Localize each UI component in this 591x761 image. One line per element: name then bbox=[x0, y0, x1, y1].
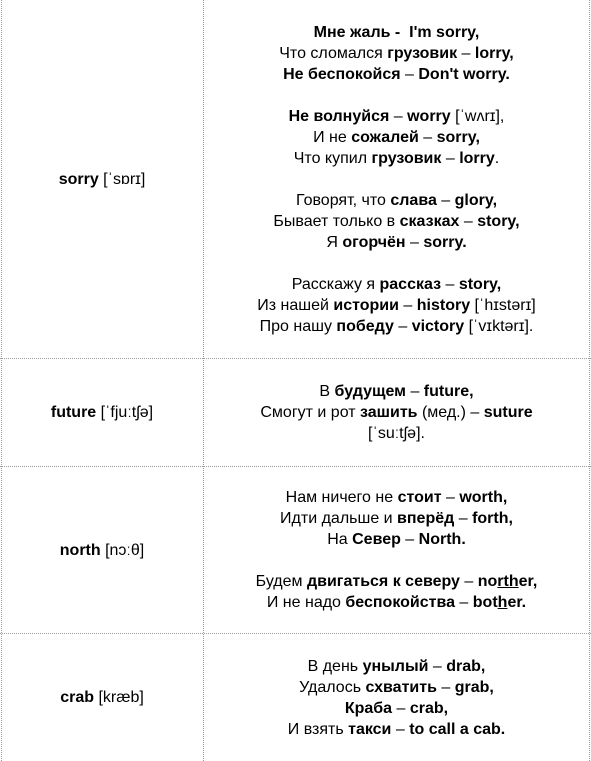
word-entry bbox=[59, 169, 146, 190]
stanza bbox=[288, 656, 505, 740]
plain-text: Расскажу я bbox=[291, 275, 380, 293]
bold-text: унылый bbox=[362, 657, 429, 675]
bold-text: Не волнуйся bbox=[288, 107, 390, 125]
bold-text: Север bbox=[352, 531, 401, 548]
word-entry bbox=[60, 540, 144, 561]
plain-text: Удалось bbox=[299, 678, 366, 696]
plain-text: – bbox=[400, 531, 419, 548]
bold-text: lorry bbox=[459, 149, 495, 167]
plain-text: Из нашей bbox=[257, 296, 334, 314]
verse-line bbox=[256, 571, 538, 592]
bold-text: no bbox=[477, 573, 498, 590]
plain-text: В bbox=[319, 383, 335, 400]
plain-text: – bbox=[389, 107, 408, 125]
plain-text: – bbox=[441, 489, 460, 506]
english-word: north bbox=[59, 541, 101, 559]
plain-text: – bbox=[436, 191, 455, 209]
bold-text: story, bbox=[477, 212, 520, 230]
bold-text: to call a cab. bbox=[409, 720, 506, 738]
plain-text: – bbox=[454, 510, 473, 527]
bold-text bbox=[498, 594, 508, 611]
bold-text: сказках bbox=[399, 212, 460, 230]
plain-text: – bbox=[454, 594, 473, 611]
plain-text: [ˈhɪstərɪ] bbox=[470, 296, 536, 314]
bold-text: history bbox=[416, 296, 471, 314]
plain-text: Что купил bbox=[293, 149, 372, 167]
verse-line bbox=[288, 698, 505, 719]
plain-text: – bbox=[418, 128, 437, 146]
plain-text: На bbox=[327, 531, 353, 548]
bold-text: victory bbox=[411, 317, 465, 335]
mnemonic-verse-cell bbox=[203, 467, 590, 633]
plain-text: Я bbox=[326, 233, 343, 251]
bold-text: grab, bbox=[454, 678, 494, 696]
plain-text: (мед.) – bbox=[417, 404, 484, 421]
bold-text bbox=[497, 573, 518, 590]
plain-text: И не надо bbox=[266, 594, 346, 611]
plain-text: В день bbox=[307, 657, 363, 675]
plain-text: – bbox=[393, 317, 412, 335]
plain-text: – bbox=[405, 233, 424, 251]
bold-text: drab, bbox=[446, 657, 486, 675]
transcription: [nɔːθ] bbox=[100, 541, 145, 559]
bold-text: грузовик bbox=[387, 44, 458, 62]
bold-text: истории bbox=[333, 296, 399, 314]
bold-text: слава bbox=[390, 191, 437, 209]
bold-text: suture bbox=[483, 404, 533, 421]
bold-text: стоит bbox=[397, 489, 442, 506]
table-row bbox=[0, 0, 591, 358]
plain-text: Про нашу bbox=[259, 317, 337, 335]
plain-text: – bbox=[406, 383, 424, 400]
bold-text: такси bbox=[348, 720, 392, 738]
verse-line bbox=[279, 64, 513, 85]
verse-line bbox=[280, 529, 513, 550]
table-row bbox=[0, 359, 591, 466]
verse-line bbox=[273, 232, 519, 253]
plain-text: Смогут и рот bbox=[260, 404, 361, 421]
mnemonic-verse-cell bbox=[203, 0, 590, 358]
underlined-text: h bbox=[497, 594, 508, 611]
bold-text: вперёд bbox=[397, 510, 455, 527]
bold-text: North. bbox=[418, 531, 466, 548]
transcription: [ˈfjuːtʃə] bbox=[96, 404, 154, 421]
stanza bbox=[279, 22, 513, 85]
plain-text: Идти дальше и bbox=[280, 510, 398, 527]
bold-text: worry bbox=[407, 107, 451, 125]
plain-text: – bbox=[392, 699, 410, 717]
plain-text: – bbox=[436, 678, 455, 696]
bold-text: двигаться к северу bbox=[306, 573, 460, 590]
stanza bbox=[280, 487, 513, 550]
bold-text: Не беспокойся bbox=[283, 65, 401, 83]
verse-line bbox=[289, 127, 505, 148]
transcription: [ˈsɒrɪ] bbox=[98, 170, 146, 188]
verse-line bbox=[288, 719, 505, 740]
plain-text: . bbox=[494, 149, 500, 167]
bold-text: будущем bbox=[334, 383, 406, 400]
verse-line bbox=[260, 423, 532, 444]
word-entry bbox=[51, 402, 153, 423]
verse-line bbox=[279, 22, 513, 43]
bold-text: bot bbox=[472, 594, 498, 611]
underlined-text: rth bbox=[497, 573, 519, 590]
verse-line bbox=[289, 106, 505, 127]
plain-text: – bbox=[459, 573, 478, 590]
bold-text: worth, bbox=[459, 489, 508, 506]
stanza bbox=[257, 274, 535, 337]
bold-text: грузовик bbox=[371, 149, 442, 167]
bold-text: lorry, bbox=[474, 44, 514, 62]
english-word: sorry bbox=[58, 170, 99, 188]
bold-text: беспокойства bbox=[345, 594, 455, 611]
bold-text: crab, bbox=[409, 699, 449, 717]
english-word: crab bbox=[60, 689, 94, 706]
plain-text: Что сломался bbox=[279, 44, 388, 62]
plain-text: Нам ничего не bbox=[285, 489, 398, 506]
verse-line bbox=[273, 211, 519, 232]
english-word: future bbox=[50, 404, 97, 421]
bold-text: er. bbox=[507, 594, 527, 611]
plain-text: Будем bbox=[255, 573, 307, 590]
plain-text: Бывает только в bbox=[273, 212, 400, 230]
word-cell bbox=[1, 467, 203, 633]
plain-text: И не bbox=[313, 128, 352, 146]
bold-text: sorry. bbox=[423, 233, 467, 251]
plain-text: И взять bbox=[287, 720, 349, 738]
verse-line bbox=[257, 316, 535, 337]
bold-text: Краба bbox=[344, 699, 393, 717]
word-cell bbox=[1, 359, 203, 466]
plain-text: – bbox=[391, 720, 410, 738]
bold-text: Don't worry. bbox=[418, 65, 510, 83]
bold-text: огорчён bbox=[342, 233, 406, 251]
bold-text: зашить bbox=[360, 404, 418, 421]
word-cell bbox=[1, 634, 203, 761]
plain-text: – bbox=[459, 212, 478, 230]
plain-text: Говорят, что bbox=[295, 191, 391, 209]
bold-text: схватить bbox=[365, 678, 437, 696]
verse-line bbox=[257, 295, 535, 316]
plain-text: – bbox=[428, 657, 447, 675]
verse-line bbox=[257, 274, 535, 295]
transcription: [kræb] bbox=[94, 689, 144, 706]
verse-line bbox=[288, 677, 505, 698]
word-cell bbox=[1, 0, 203, 358]
bold-text: story, bbox=[458, 275, 502, 293]
stanza bbox=[256, 571, 538, 613]
plain-text: [ˈwʌrɪ], bbox=[450, 107, 505, 125]
plain-text: – bbox=[441, 275, 459, 293]
plain-text: [ˈvɪktərɪ]. bbox=[464, 317, 534, 335]
verse-line bbox=[273, 190, 519, 211]
mnemonic-verse-cell bbox=[203, 359, 590, 466]
verse-line bbox=[260, 381, 532, 402]
bold-text: I'm sorry, bbox=[404, 23, 480, 41]
verse-line bbox=[280, 487, 513, 508]
word-entry bbox=[60, 687, 144, 708]
table-row bbox=[0, 634, 591, 761]
bold-text: er, bbox=[518, 573, 538, 590]
plain-text: – bbox=[398, 296, 417, 314]
verse-line bbox=[256, 592, 538, 613]
bold-text: glory, bbox=[454, 191, 498, 209]
plain-text: [ˈsuːtʃə]. bbox=[368, 425, 425, 442]
plain-text: – bbox=[441, 149, 460, 167]
verse-line bbox=[279, 43, 513, 64]
plain-text: – bbox=[400, 65, 419, 83]
bold-text: forth, bbox=[472, 510, 513, 527]
bold-text: рассказ bbox=[379, 275, 442, 293]
verse-line bbox=[280, 508, 513, 529]
bold-text: сожалей bbox=[351, 128, 419, 146]
bold-text: future, bbox=[423, 383, 474, 400]
verse-line bbox=[289, 148, 505, 169]
table-row bbox=[0, 467, 591, 633]
stanza bbox=[260, 381, 532, 444]
bold-text: Мне жаль - bbox=[313, 23, 405, 41]
verse-line bbox=[288, 656, 505, 677]
stanza bbox=[289, 106, 505, 169]
bold-text: sorry, bbox=[436, 128, 480, 146]
bold-text: победу bbox=[336, 317, 394, 335]
verse-line bbox=[260, 402, 532, 423]
mnemonic-verse-cell bbox=[203, 634, 590, 761]
plain-text: – bbox=[457, 44, 475, 62]
stanza bbox=[273, 190, 519, 253]
